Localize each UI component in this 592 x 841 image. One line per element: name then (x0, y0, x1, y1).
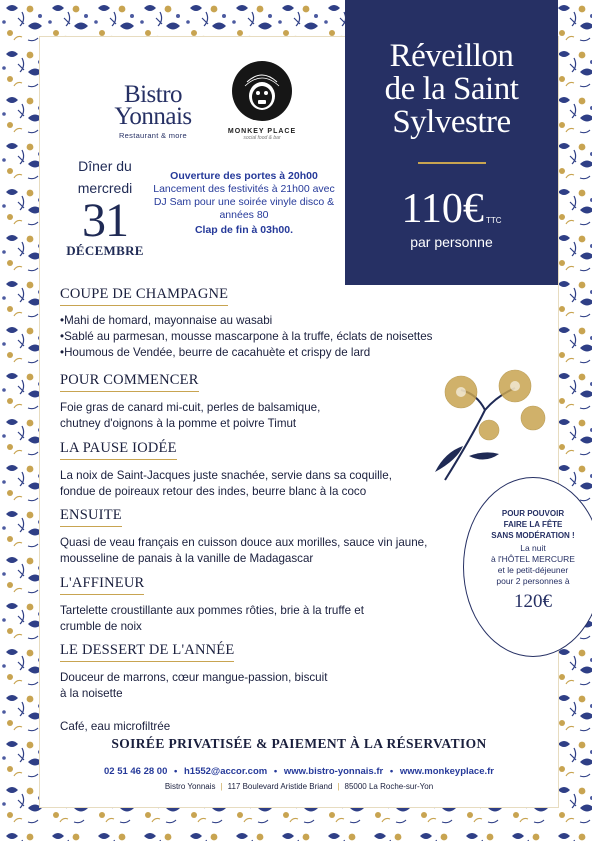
event-date (60, 155, 150, 259)
date-line-2: mercredi (77, 180, 133, 196)
address-name: Bistro Yonnais (164, 782, 216, 791)
website-link-monkey[interactable]: www.monkeyplace.fr (399, 766, 494, 777)
gold-divider (418, 162, 486, 164)
phone-number[interactable]: 02 51 46 28 00 (103, 766, 168, 777)
footer-address (40, 782, 558, 791)
section-text: Quasi de veau français en cuisson douce aux morilles, sauce vin jaune, mousseline de panais à la vanille de Madagascar (60, 536, 428, 565)
price-value: 110€ (401, 186, 484, 232)
date-month: DÉCEMBRE (66, 243, 144, 258)
bullet-separator: • (389, 766, 394, 777)
logo-monkey-name: MONKEY PLACE (227, 128, 297, 135)
promo-price: 120€ (514, 591, 552, 612)
menu-section (60, 506, 452, 567)
date-line-1: Dîner du (78, 158, 132, 174)
logo-yonnais-word: Yonnais (114, 103, 192, 130)
section-text: Douceur de marrons, cœur mangue-passion, biscuit à la noisette (60, 671, 328, 700)
promo-line-2: FAIRE LA FÊTE (503, 520, 563, 529)
bullet-separator: • (273, 766, 278, 777)
bistro-yonnais-logo (92, 81, 214, 140)
hotel-promo-badge (463, 477, 592, 657)
section-text: Foie gras de canard mi-cuit, perles de balsamique, chutney d'oignons à la pomme et poivre Timut (60, 401, 321, 430)
menu-section (60, 371, 350, 432)
title-line-2: de la Saint (384, 71, 519, 107)
doors-open: Ouverture des portes à 20h00 (170, 170, 318, 182)
gold-flower-illustration (415, 360, 555, 490)
menu-extra (60, 711, 490, 735)
menu-section (60, 574, 400, 635)
website-link-bistro[interactable]: www.bistro-yonnais.fr (283, 766, 384, 777)
menu-section (60, 641, 330, 702)
per-person-label: par personne (410, 234, 493, 250)
bullet-separator: • (174, 766, 178, 777)
footer-title: SOIRÉE PRIVATISÉE & PAIEMENT À LA RÉSERVATION (111, 736, 487, 751)
section-text: La noix de Saint-Jacques juste snachée, servie dans sa coquille, fondue de poireaux retour des indes, beurre blanc à la coco (60, 469, 392, 498)
promo-line-6: et le petit-déjeuner (497, 565, 569, 575)
section-title: L'AFFINEUR (60, 575, 144, 595)
promo-details (464, 543, 592, 587)
address-separator: | (337, 782, 340, 791)
promo-headline (464, 508, 592, 541)
event-title (345, 40, 558, 139)
promo-line-7: pour 2 personnes à (496, 576, 570, 586)
address-city: 85000 La Roche-sur-Yon (344, 782, 434, 791)
promo-line-5: à l'HÔTEL MERCURE (491, 554, 575, 564)
menu-section (60, 439, 412, 500)
section-title: COUPE DE CHAMPAGNE (60, 286, 228, 306)
section-text: Tartelette croustillante aux pommes rôties, brie à la truffe et crumble de noix (60, 604, 364, 633)
logo-bistro-word: Bistro (123, 81, 183, 108)
title-line-3: Sylvestre (392, 104, 511, 140)
email-link[interactable]: h1552@accor.com (184, 766, 268, 777)
menu-section (60, 285, 490, 361)
monkey-icon (231, 60, 293, 122)
section-title: LA PAUSE IODÉE (60, 440, 177, 460)
event-end: Clap de fin à 03h00. (194, 224, 294, 236)
promo-line-1: POUR POUVOIR (501, 509, 565, 518)
header-banner (345, 0, 558, 285)
logo-monkey-tagline: social food & bar (243, 135, 281, 141)
coffee-water: Café, eau microfiltrée (60, 720, 171, 733)
festivities-start: Lancement des festivités à 21h00 avec DJ Sam pour une soirée vinyle disco & années 80 (153, 183, 335, 221)
list-item: • Mahi de homard, mayonnaise au wasabi (60, 313, 490, 329)
footer-contacts (40, 766, 558, 777)
promo-line-3: SANS MODÉRATION ! (491, 531, 575, 540)
address-separator: | (220, 782, 223, 791)
title-line-1: Réveillon (389, 38, 514, 74)
event-schedule (150, 170, 338, 237)
monkey-place-logo (222, 60, 302, 141)
price-suffix: TTC (485, 216, 502, 225)
promo-line-4: La nuit (520, 543, 546, 553)
section-title: LE DESSERT DE L'ANNÉE (60, 642, 234, 662)
address-street: 117 Boulevard Aristide Briand (227, 782, 333, 791)
price (345, 188, 558, 230)
list-item: • Houmous de Vendée, beurre de cacahuète et crispy de lard (60, 345, 490, 361)
logo-bistro-tagline: Restaurant & more (118, 131, 188, 140)
section-title: ENSUITE (60, 507, 122, 527)
list-item: • Sablé au parmesan, mousse mascarpone à la truffe, éclats de noisettes (60, 329, 490, 345)
date-day: 31 (82, 194, 128, 247)
section-title: POUR COMMENCER (60, 372, 199, 392)
